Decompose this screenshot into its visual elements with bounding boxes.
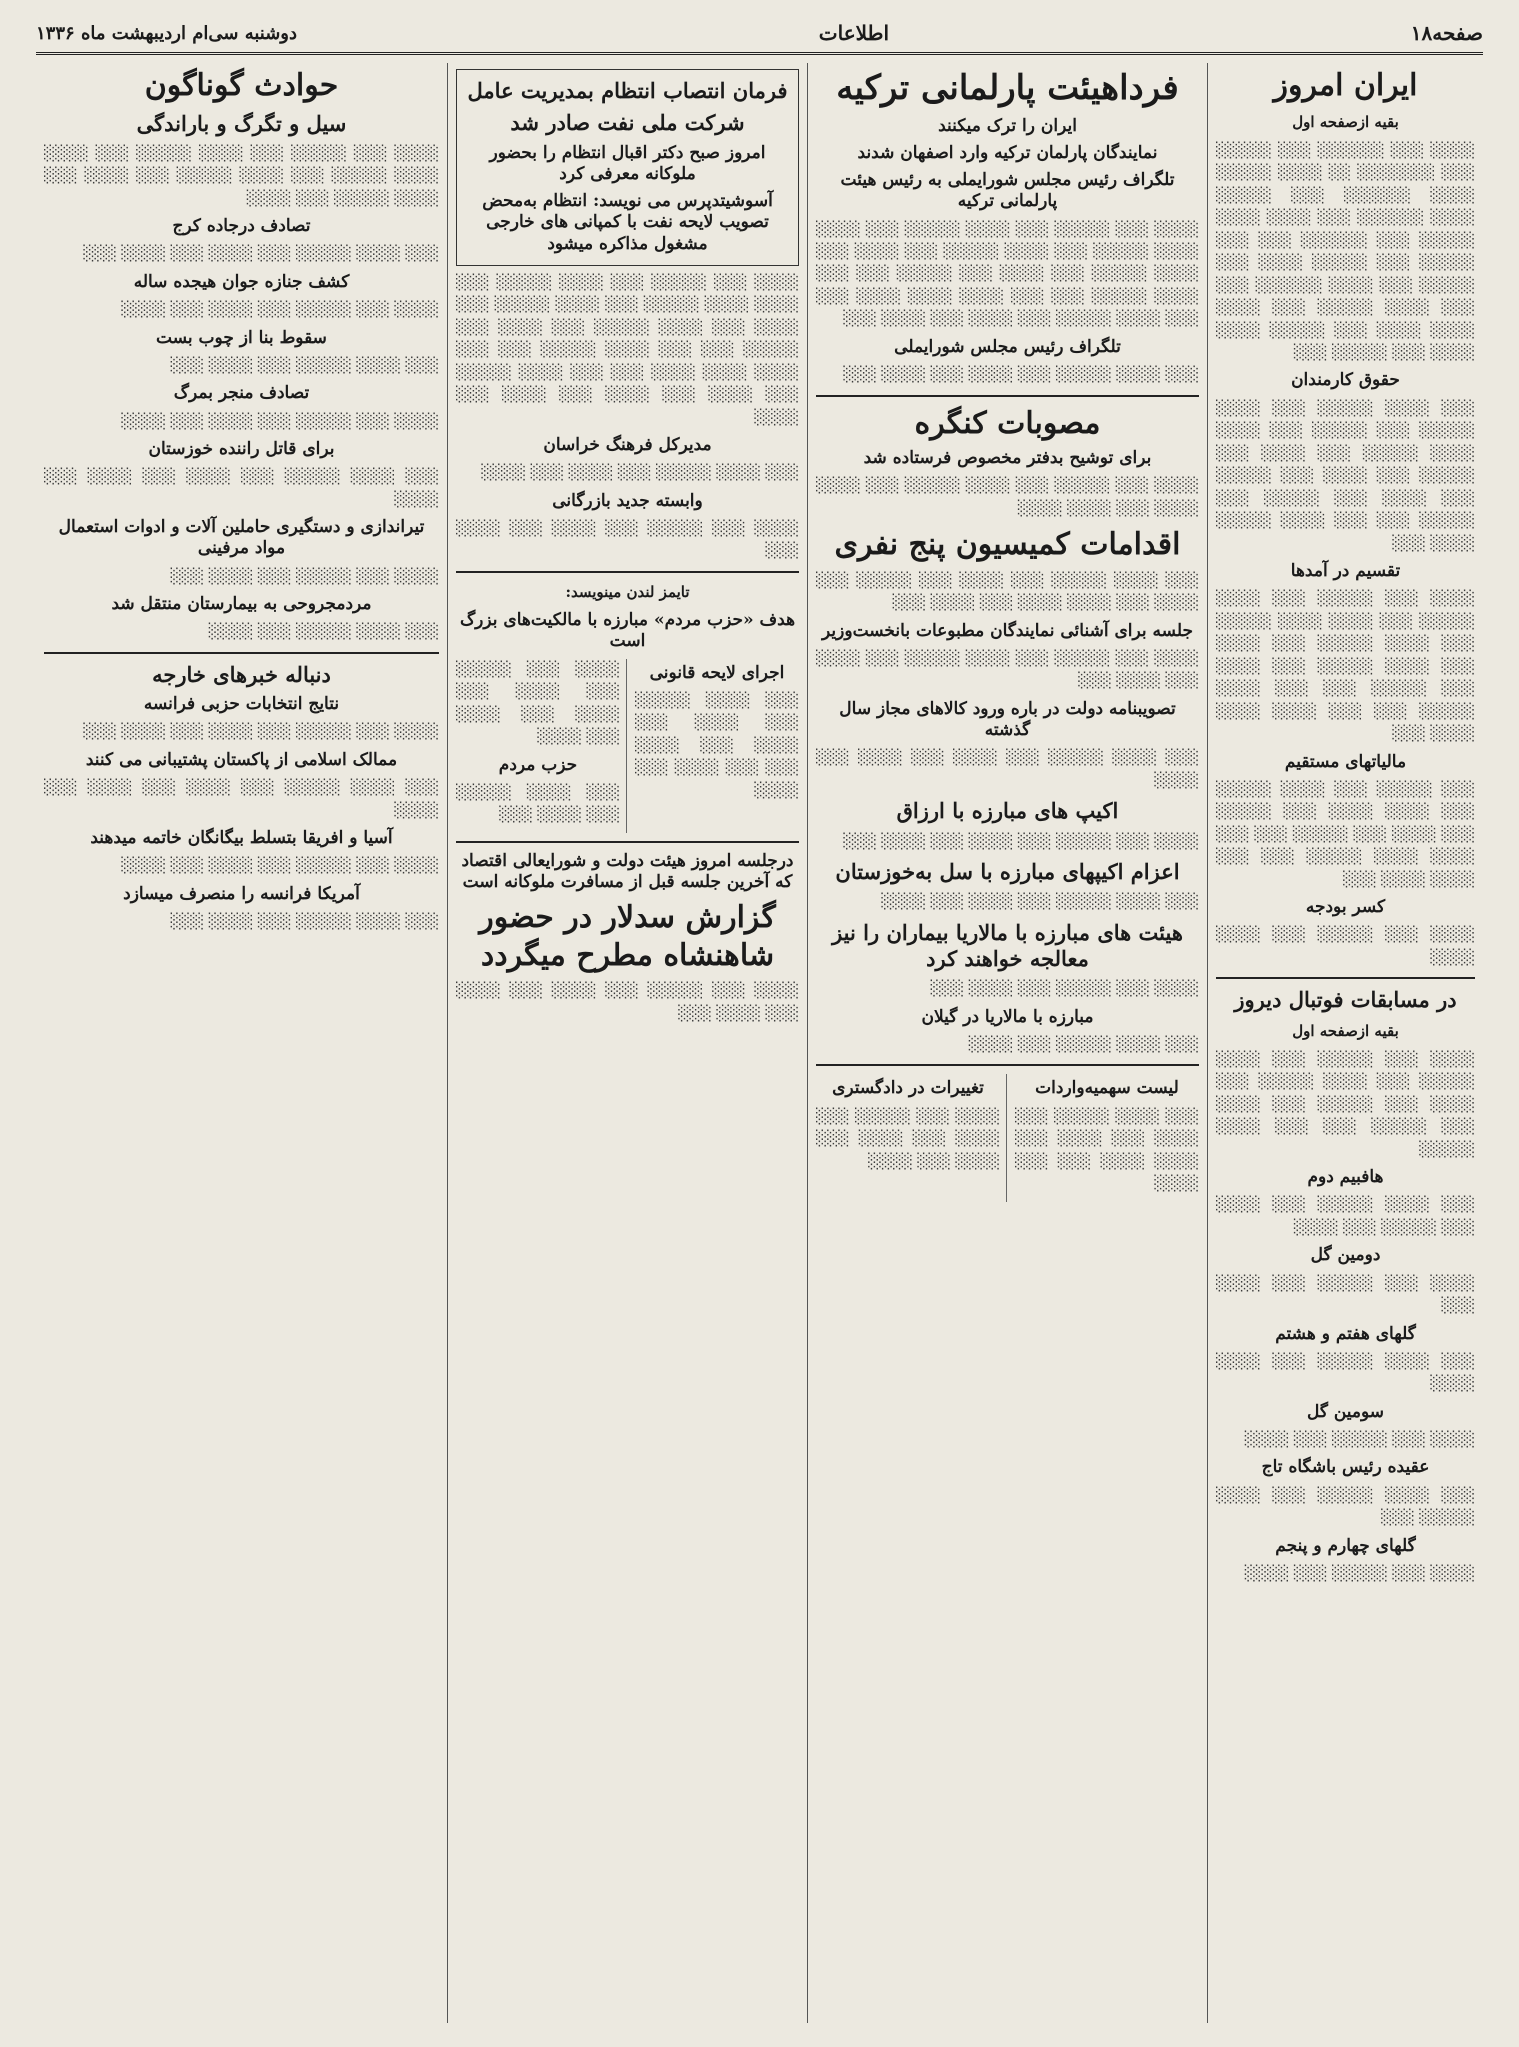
kicker-times: تایمز لندن مینویسد: <box>565 582 690 601</box>
subhead-revenue-split: تقسیم در آمدها <box>1290 560 1401 581</box>
subhead-budget-deficit: کسر بودجه <box>1305 897 1386 918</box>
oil-headline-box <box>456 69 799 266</box>
headline-incidents: حوادث گوناگون <box>144 68 339 103</box>
body-text: ░░░ ░░░░ ░░░░░ ░░░ ░░░░ ░░░ ░░░░ ░░░ <box>843 367 1199 384</box>
subhead-speaker-telegram: تلگراف رئیس مجلس شورایملی <box>894 336 1121 357</box>
body-text: ░░░░ ░░░ ░░░░░░ ░░░ ░░░░░ ░░░ ░░░░░░░ ░░ ░░░░ ░░░░░ ░░░░ ░░░░░░ ░░░ ░░░░░ ░░░░ ░░░░░░ ░░░ ░░░░ ░░░░ ░░░░░ ░░░ ░░░░░░ ░░░ ░░░ ░░░░░ ░░░ ░░░░░ ░░░░ ░░░ ░░░░░ ░░░ ░░░░ ░░░░░░ ░░░ ░░░ ░░░░ ░░░░░ ░░░ ░░░░ ░░░░ ░░░░ ░░░ ░░░░░ ░░░░ ░░░░ ░░░ ░░░░░ ░░░ <box>1216 142 1475 361</box>
body-text: ░░░░ ░░░ ░░░░░ ░░░ ░░░░ ░░░░░ ░░░ ░░░░ ░░░░ ░░░░░ ░░░ ░░░░ ░░░░░ ░░░ ░░░░ ░░░ ░░░░ ░░░░░ ░░░ ░░░░ ░░░ ░░░░░ ░░░ ░░░ ░░░░ ░░░░░ ░░░ ░░░ ░░░░ ░░░░ ░░░░ ░░░ ░░░ ░░░░ ░░░░░ ░░░ ░░░░ ░░░ ░░░░ ░░░ <box>816 221 1199 328</box>
headline-khorasan: مدیرکل فرهنگ خراسان <box>543 435 712 456</box>
body-text: ░░░ ░░░░ ░░░░░ ░░░ ░░░░ ░░░ ░░░░ ░░░ ░░░░ <box>44 780 439 819</box>
deck-cabinet-session: درجلسه امروز هیئت دولت و شورایعالی اقتصاد که آخرین جلسه قبل از مسافرت ملوکانه است <box>461 850 794 892</box>
headline-justice-changes: تغییرات در دادگستری <box>832 1078 984 1099</box>
subhead-pakistan-support: ممالک اسلامی از پاکستان پشتیبانی می کنند <box>85 749 398 770</box>
divider <box>816 395 1199 397</box>
body-text: ░░░ ░░░░ ░░░░░ ░░░ ░░░░ ░░░ ░░░░ <box>881 894 1199 911</box>
subhead-third-goal: سومین گل <box>1306 1401 1385 1422</box>
headline-oil-decree: فرمان انتصاب انتظام بمدیریت عامل <box>467 78 788 103</box>
body-text: ░░░ ░░░░ ░░░░░ ░░░ ░░░░ ░░░ <box>170 357 439 374</box>
body-text: ░░░ ░░░░ ░░░░░ ░░░ ░░░░ <box>208 624 439 641</box>
divider <box>1216 977 1475 979</box>
column-oil-decree <box>447 63 807 2023</box>
body-text: ░░░ ░░░░ ░░░░░ ░░░ ░░░░ ░░░ ░░░░ <box>481 465 799 482</box>
subhead-second-goal: دومین گل <box>1310 1245 1381 1266</box>
page-number: صفحه۱۸ <box>1410 21 1483 45</box>
deck-isfahan: نمایندگان پارلمان ترکیه وارد اصفهان شدند <box>857 142 1158 163</box>
headline-import-shares: لیست سهمیه‌واردات <box>1035 1078 1179 1099</box>
body-text: ░░░░ ░░░ ░░░░░ ░░░ ░░░░ ░░░ ░░░░ ░░░ ░░░░ ░░░ ░░░░ <box>456 661 620 746</box>
subhead-fatal-crash: تصادف منجر بمرگ <box>173 383 310 404</box>
subhead-america-france: آمریکا فرانسه را منصرف میسازد <box>123 883 360 904</box>
body-text: ░░░░ ░░░ ░░░░░ ░░░ ░░░░ ░░░░ <box>1216 927 1475 966</box>
body-text: ░░░░ ░░░ ░░░░░ ░░░ ░░░░ ░░░ ░░░░ ░░░ <box>456 521 799 560</box>
subhead-taj-chief: عقیده رئیس باشگاه تاج <box>1261 1457 1430 1478</box>
body-text: ░░░░ ░░░ ░░░░░ ░░░ ░░░░ ░░░ ░░░░ ░░░ <box>83 724 439 741</box>
body-text: ░░░ ░░░░ ░░░░░ ░░░ ░░░░ ░░░ ░░░░ ░░░ ░░░░ <box>44 469 439 508</box>
headline-commission: اقدامات کمیسیون پنج نفری <box>834 527 1181 563</box>
body-text: ░░░ ░░░░ ░░░░░ ░░░ ░░░░ ░░░ ░░░░ ░░░ <box>83 246 439 263</box>
body-text: ░░░░ ░░░ ░░░░░ ░░░ ░░░░ ░░░ ░░░░ ░░░ <box>843 833 1199 850</box>
headline-press-session: جلسه برای آشنائی نمایندگان مطبوعات بانخست‌وزیر <box>822 620 1193 641</box>
divider <box>816 1064 1199 1066</box>
column-turkish-delegation <box>807 63 1207 2023</box>
subhead-scaffold-fall: سقوط بنا از چوب بست <box>156 327 327 348</box>
headline-law-enforcement: اجرای لایحه قانونی <box>649 662 785 683</box>
body-text: ░░░░ ░░░ ░░░░░ ░░░ ░░░░ <box>1244 1431 1475 1448</box>
body-text: ░░░ ░░░░ ░░░░░ ░░░ ░░░░ ░░░ ░░░░ ░░░ ░░░░ ░░░░ ░░░ ░░░ ░░░░ <box>1015 1108 1199 1193</box>
continued-note: بقیه ازصفحه اول <box>1292 112 1399 131</box>
column-incidents <box>36 63 447 2023</box>
body-text: ░░░ ░░░░ ░░░░░ ░░░ ░░░░ ░░░ <box>456 784 620 824</box>
subhead-goals-7-8: گلهای هفتم و هشتم <box>1275 1323 1416 1344</box>
headline-tb-khuzestan: اعزام اکیپهای مبارزه با سل به‌خوزستان <box>835 859 1180 885</box>
body-text: ░░░ ░░░░ ░░░░░ ░░░ ░░░░ ░░░ ░░░░ ░░░ ░░░░ ░░░ ░░░ ░░░░ ░░░ ░░░░ <box>635 692 799 799</box>
deck-oil-company: شرکت ملی نفت صادر شد <box>510 110 745 136</box>
headline-trade-attache: وابسته جدید بازرگانی <box>552 490 703 511</box>
continued-note: بقیه ازصفحه اول <box>1292 1021 1399 1040</box>
subhead-second-half: هافبیم دوم <box>1307 1167 1384 1188</box>
subhead-khuzestan-driver: برای قاتل راننده خوزستان <box>148 439 335 460</box>
subhead-peoples-party: حزب مردم <box>498 754 578 775</box>
deck-congress: برای توشیح بدفتر مخصوص فرستاده شد <box>863 448 1152 469</box>
body-text: ░░░░ ░░░ ░░░░░ ░░░ ░░░░ ░░░ ░░░░ <box>121 413 439 430</box>
body-text: ░░░ ░░░░ ░░░░░ ░░░ ░░░░ ░░░░ <box>1216 1353 1475 1393</box>
body-text: ░░░ ░░░░ ░░░░░ ░░░ ░░░░ ░░░ ░░░░ ░░░ ░░░░ <box>816 750 1199 789</box>
body-text: ░░░░ ░░░ ░░░░░ ░░░ ░░░░ ░░░░░ ░░░ ░░░░ ░░░░ ░░░░░ ░░░ ░░░░ ░░░░░ ░░░ ░░░░ ░░░ ░░░░ ░░░░░ ░░░ ░░░░ <box>44 145 439 207</box>
paper-name: اطلاعات <box>818 21 890 45</box>
body-text: ░░░░ ░░░ ░░░░░ ░░░ ░░░░ ░░░ <box>1216 1275 1475 1315</box>
subhead-injured-hospital: مردمجروحی به بیمارستان منتقل شد <box>111 594 372 615</box>
body-text: ░░░░ ░░░ ░░░░░ ░░░ ░░░░ ░░░░░ ░░░ ░░░░ ░░░░ ░░░░░ ░░░ ░░░░ ░░░░░ ░░░ ░░░░ ░░░ ░░░░ ░░░░░ ░░░ ░░░░ ░░░ ░░░░░ ░░░ ░░░ ░░░░ ░░░░░ ░░░ ░░░ ░░░░ ░░░░ ░░░░ ░░░ <box>1216 591 1475 743</box>
headline-football: در مسابقات فوتبال دیروز <box>1234 987 1457 1013</box>
headline-malaria-teams: هیئت های مبارزه با مالاریا بیماران را نیز معالجه خواهند کرد <box>832 919 1183 971</box>
deck-telegram: تلگراف رئیس مجلس شورایملی به رئیس هیئت پارلمانی ترکیه <box>840 170 1175 212</box>
issue-date: دوشنبه سی‌ام اردیبهشت ماه ۱۳۳۶ <box>36 22 298 44</box>
body-text: ░░░░ ░░░ ░░░░░ ░░░ ░░░░ ░░░ <box>930 981 1199 998</box>
subhead-salaries: حقوق کارمندان <box>1291 370 1400 391</box>
body-text: ░░░░ ░░░ ░░░░░ ░░░ ░░░░ ░░░░░ ░░░ ░░░░ ░░░░ ░░░░░ ░░░ ░░░░ ░░░░░ ░░░ ░░░░ ░░░ ░░░░ ░░░░░ ░░░ ░░░░ ░░░ ░░░░░ ░░░ ░░░ ░░░░ ░░░░░ ░░░ ░░░ ░░░░ ░░░░ ░░░░ ░░░ ░░░ ░░░░ ░░░░░ ░░░ ░░░░ ░░░ ░░░░ ░░░ ░░░░ ░░░ ░░░░ <box>456 274 799 426</box>
headline-malaria-gilan: مبارزه با مالاریا در گیلان <box>921 1006 1094 1027</box>
body-text: ░░░ ░░░░ ░░░░░ ░░░ ░░░░ ░░░░░ ░░░ <box>1216 1487 1475 1527</box>
headline-import-bill: تصویبنامه دولت در باره ورود کالاهای مجاز سال گذشته <box>839 698 1176 741</box>
headline-sedlar-report: گزارش سدلار در حضور شاهنشاه مطرح میگردد <box>479 900 776 973</box>
subhead-french-elections: نتایج انتخابات حزبی فرانسه <box>143 694 340 715</box>
body-text: ░░░░ ░░░ ░░░░░ ░░░ ░░░░ ░░░░░ ░░░ ░░░░ ░░░ ░░░░ ░░░ <box>816 650 1199 690</box>
body-text: ░░░░ ░░░ ░░░░░ ░░░ ░░░░ ░░░░░ ░░░ ░░░░ ░░░░ ░░░ ░░░░ ░░░░ <box>816 478 1199 517</box>
headline-congress: مصوبات کنگره <box>914 405 1101 441</box>
body-text: ░░░░ ░░░ ░░░░░ ░░░ ░░░░ ░░░ ░░░░ ░░░ ░░░░ ░░░ ░░░░ <box>816 1108 1000 1170</box>
body-text: ░░░░ ░░░ ░░░░░ ░░░ ░░░░ ░░░░░ ░░░ ░░░░ ░░░░░ ░░░ ░░░░ ░░░ ░░░░░ ░░░ ░░░░ ░░░ ░░░░░ ░░░ ░░░ ░░░░ ░░░░░ <box>1216 1051 1475 1158</box>
body-text: ░░░░ ░░░ ░░░░░ ░░░ ░░░░ ░░░ ░░░░ <box>121 858 439 875</box>
masthead <box>36 14 1483 55</box>
subhead-asia-africa: آسیا و افریقا بتسلط بیگانگان خاتمه میدهند <box>90 828 393 849</box>
body-text: ░░░ ░░░░ ░░░░░ ░░░ ░░░░ ░░░░░ ░░░ ░░░░░ ░░░ ░░░░ ░░░░ ░░░░░ ░░░ ░░░░ ░░░ ░░░░░ ░░░ ░░░░ ░░░ ░░░░░ ░░░ ░░░░ ░░░ ░░░░░ ░░░ ░░░░░ ░░░ ░░░ ░░░░ ░░░░░ ░░░░ ░░░ <box>1216 400 1475 552</box>
body-text: ░░░ ░░░░ ░░░░░ ░░░ ░░░░ ░░░ ░░░░░ ░░░ ░░░░ ░░░ ░░░░ ░░░░ ░░░ ░░░░ ░░░ <box>816 572 1199 612</box>
headline-foreign-news: دنباله خبرهای خارجه <box>152 661 331 687</box>
subhead-shooting-arrest: تیراندازی و دستگیری حاملین آلات و ادوات استعمال مواد مرفینی <box>58 517 425 559</box>
body-text: ░░░░ ░░░ ░░░░░ ░░░ ░░░░ ░░░ <box>170 568 439 585</box>
column-iran-today <box>1207 63 1483 2023</box>
headline-turkish-delegation: فرداهیئت پارلمانی ترکیه <box>836 68 1179 108</box>
deck-ap: آسوشیتدپرس می نویسد: انتظام به‌محض تصویب لایحه نفت با کمپانی های خارجی مشغول مذاکره میشود <box>482 191 773 254</box>
headline-food-teams: اکیپ های مبارزه با ارزاق <box>896 798 1119 824</box>
body-text: ░░░ ░░░░░ ░░░ ░░░░ ░░░░░ ░░░ ░░░░ ░░░░ ░░░ ░░░░░ ░░░ ░░░░ ░░░ ░░░░░ ░░░ ░░░ ░░░░ ░░░░ ░░░░░ ░░░ ░░░ ░░░░ ░░░░ ░░░ <box>1216 781 1475 888</box>
divider <box>456 571 799 573</box>
body-text: ░░░ ░░░░ ░░░░░ ░░░ ░░░░ ░░░ <box>170 914 439 931</box>
deck-leaves-iran: ایران را ترک میکنند <box>938 115 1077 136</box>
headline-peoples-party: هدف «حزب مردم» مبارزه با مالکیت‌های بزرگ است <box>459 610 796 652</box>
deck-eghbal: امروز صبح دکتر اقبال انتظام را بحضور ملوکانه معرفی کرد <box>489 142 766 184</box>
body-text: ░░░░ ░░░ ░░░░░ ░░░ ░░░░ ░░░ ░░░░ <box>121 302 439 319</box>
headline-iran-today: ایران امروز <box>1273 68 1418 103</box>
body-text: ░░░░ ░░░ ░░░░░ ░░░ ░░░░ ░░░ ░░░░ ░░░ ░░░░ ░░░ <box>456 983 799 1022</box>
divider <box>44 652 439 654</box>
divider <box>456 841 799 843</box>
subhead-karaj-crash: تصادف درجاده کرج <box>172 216 311 237</box>
subhead-body-found: کشف جنازه جوان هیجده ساله <box>133 271 350 292</box>
subhead-goals-4-5: گلهای چهارم و پنجم <box>1275 1535 1416 1556</box>
deck-flood: سیل و تگرگ و باراندگی <box>136 110 347 136</box>
body-text: ░░░░ ░░░ ░░░░░ ░░░ ░░░░ <box>1244 1565 1475 1582</box>
subhead-direct-taxes: مالیاتهای مستقیم <box>1284 751 1407 772</box>
body-text: ░░░ ░░░░ ░░░░░ ░░░ ░░░░ ░░░ ░░░░░ ░░░ ░░░░ <box>1216 1197 1475 1236</box>
body-text: ░░░ ░░░░ ░░░░░ ░░░ ░░░░ <box>968 1036 1199 1053</box>
